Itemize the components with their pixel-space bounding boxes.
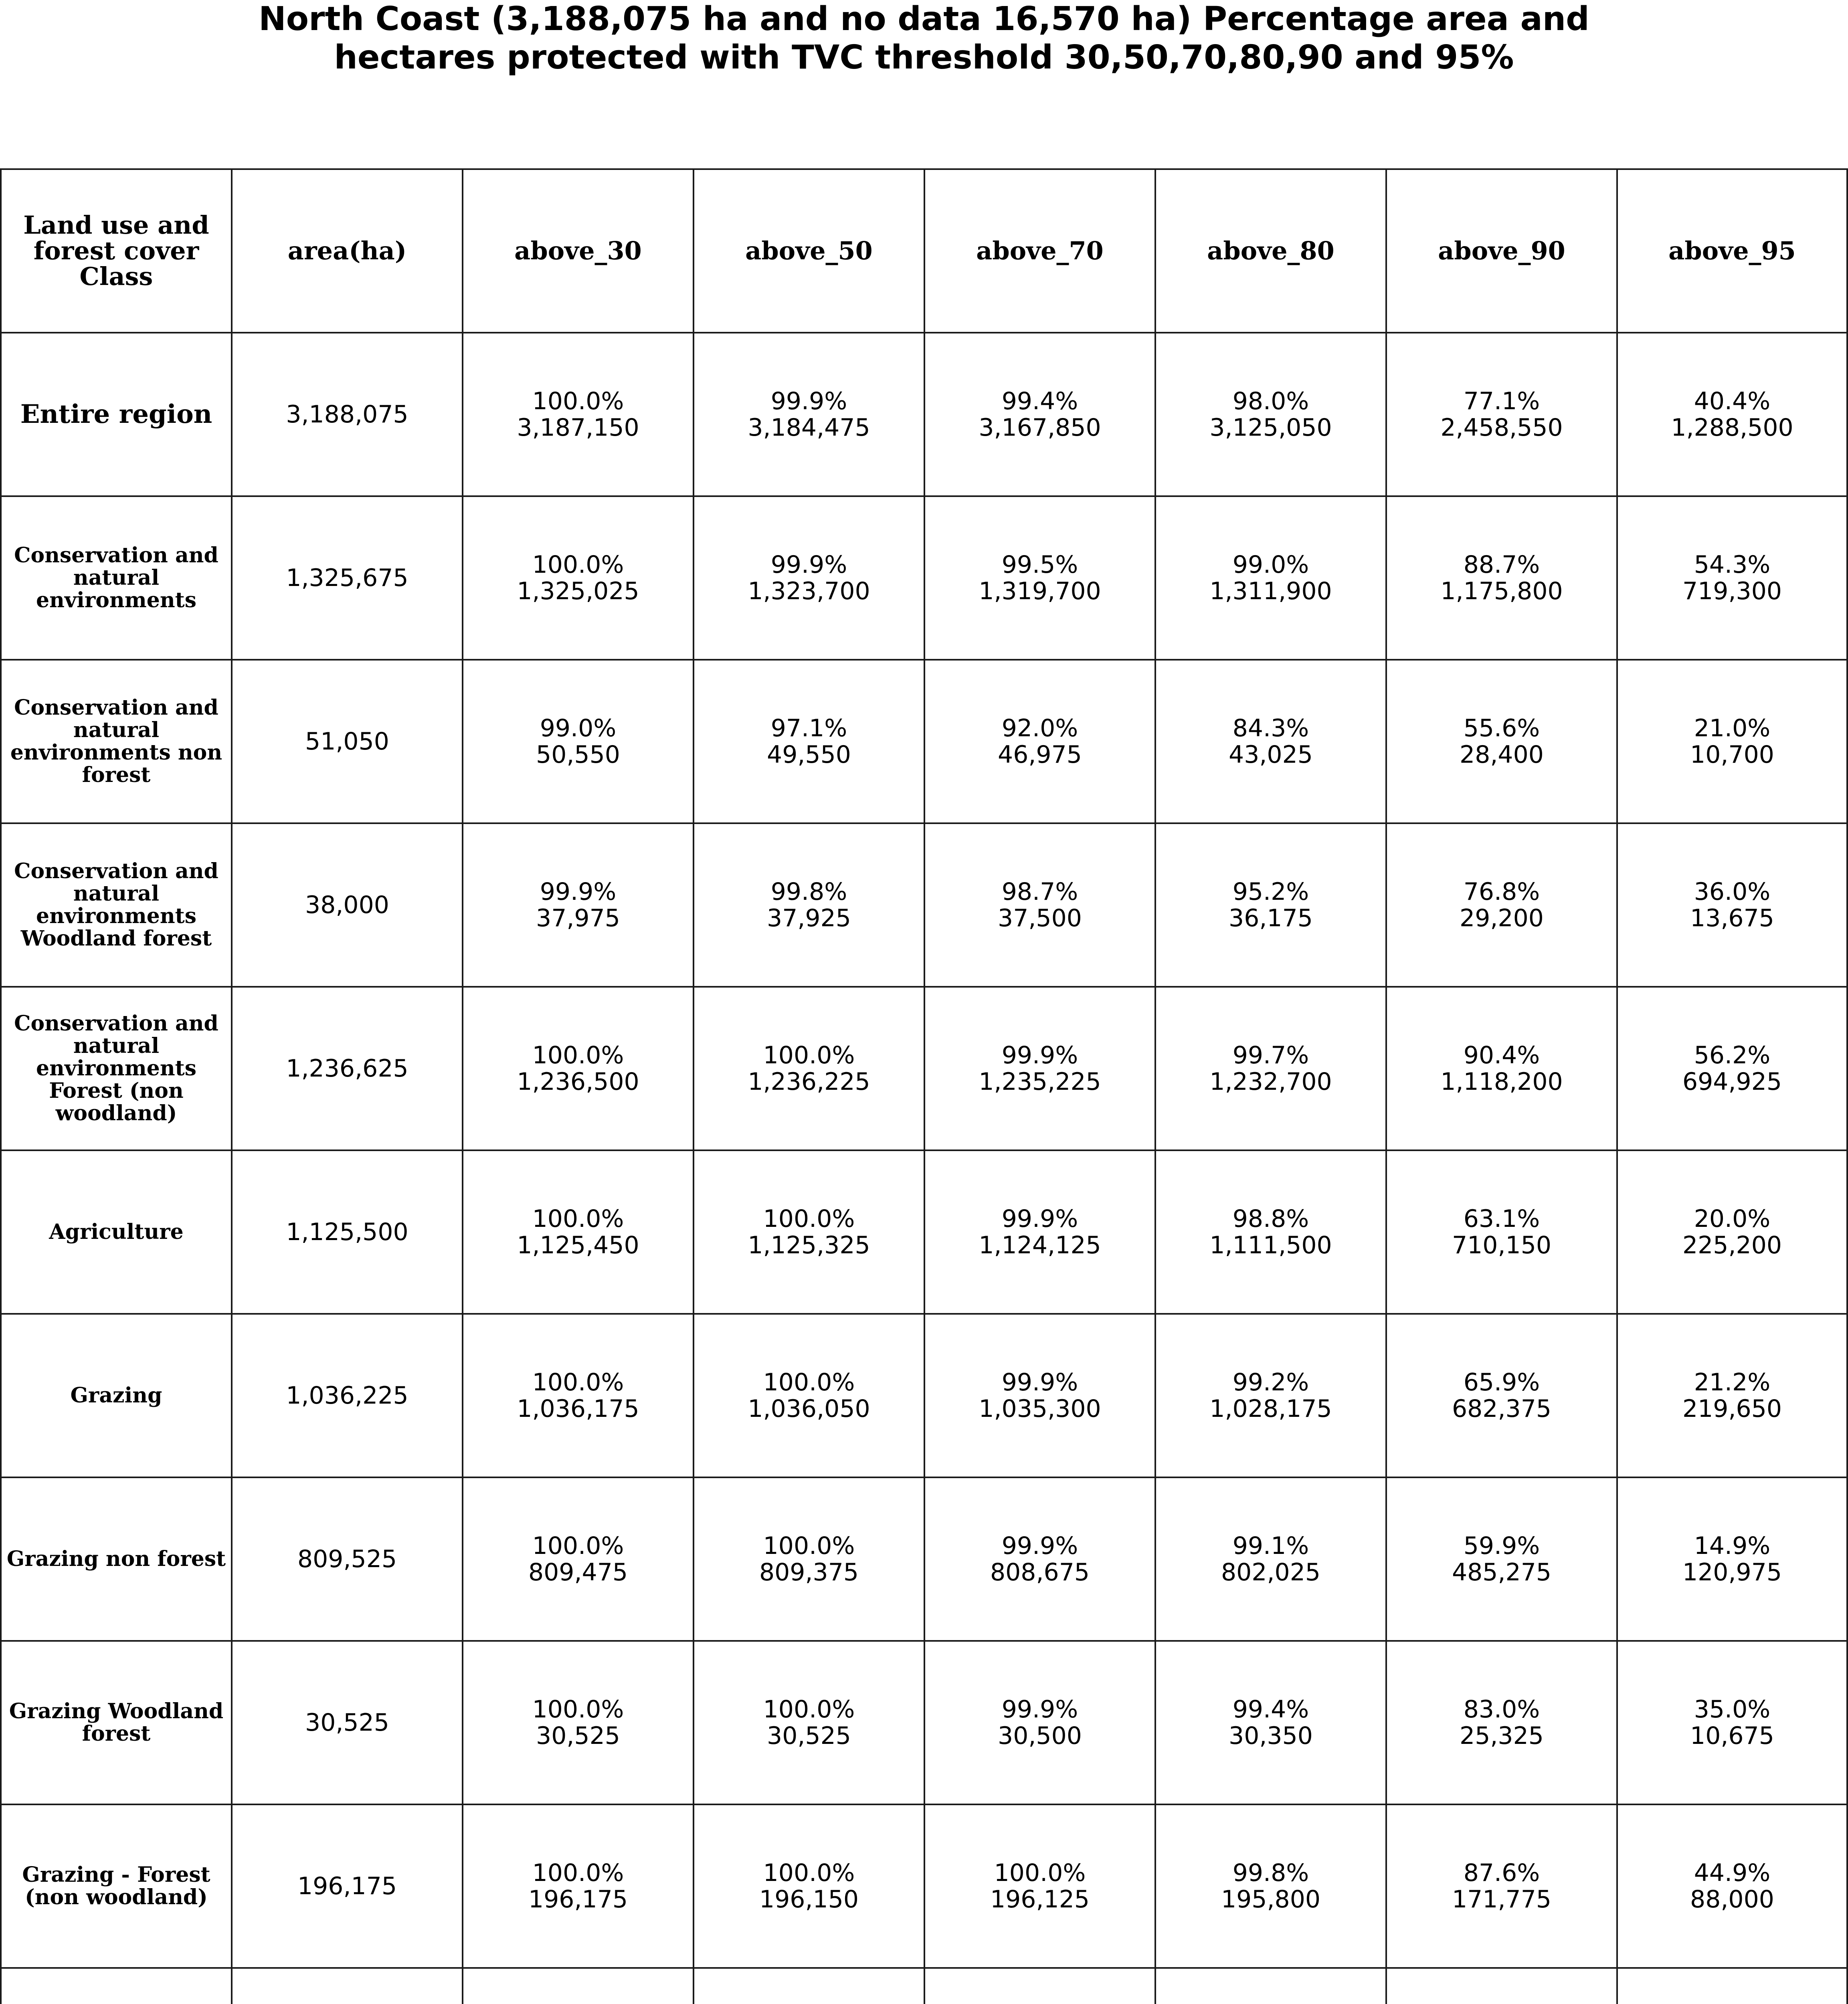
page-title [0,0,1848,77]
threshold-cell [1386,333,1617,496]
table-row [1,1968,1847,2004]
row-label [1,1968,232,2004]
hectares-value: 30,500 [998,1722,1082,1750]
threshold-cell [463,496,694,660]
threshold-cell [924,1641,1155,1804]
threshold-cell [694,496,924,660]
hectares-value: 25,325 [1460,1722,1544,1750]
percent-value: 100.0% [763,1205,855,1233]
threshold-cell [1155,333,1386,496]
table-row [1,333,1847,496]
percent-value: 99.5% [1001,551,1078,579]
percent-value: 99.1% [1232,1532,1309,1560]
threshold-cell [1386,1804,1617,1968]
threshold-cell [1155,496,1386,660]
percent-value: 99.0% [1232,551,1309,579]
threshold-cell [694,823,924,987]
percent-value: 100.0% [763,1859,855,1887]
column-header-above-90: above_90 [1386,169,1617,333]
threshold-cell [694,987,924,1150]
percent-value: 83.0% [1463,1695,1540,1723]
threshold-cell [1617,1477,1847,1641]
hectares-value: 46,975 [998,741,1082,769]
percent-value: 98.8% [1232,1205,1309,1233]
area-cell [232,1968,463,2004]
percent-value: 95.2% [1232,878,1309,906]
hectares-value: 10,700 [1690,741,1774,769]
percent-value: 14.9% [1694,1532,1771,1560]
threshold-cell [1386,987,1617,1150]
hectares-value: 1,111,500 [1209,1231,1332,1259]
percent-value: 100.0% [532,551,624,579]
threshold-cell [694,1477,924,1641]
hectares-value: 1,235,225 [979,1068,1101,1096]
threshold-cell [463,1150,694,1314]
area-cell: 1,036,225 [232,1314,463,1477]
percent-value: 88.7% [1463,551,1540,579]
percent-value: 99.4% [1232,1695,1309,1723]
hectares-value: 29,200 [1460,904,1544,932]
hectares-value: 1,175,800 [1440,577,1563,605]
area-cell: 1,125,500 [232,1150,463,1314]
percent-value: 21.0% [1694,714,1771,742]
percent-value: 99.9% [1001,1205,1078,1233]
threshold-cell [694,1968,924,2004]
threshold-cell [1386,1314,1617,1477]
row-label: Conservation and natural environments Woodland forest [1,823,232,987]
threshold-cell [1155,1641,1386,1804]
column-header-above-30: above_30 [463,169,694,333]
table-row [1,1314,1847,1477]
threshold-cell [1617,1150,1847,1314]
percent-value: 54.3% [1694,551,1771,579]
percent-value: 99.9% [770,551,847,579]
threshold-cell [463,1641,694,1804]
threshold-cell [1386,823,1617,987]
threshold-cell [1617,1968,1847,2004]
hectares-value: 13,675 [1690,904,1774,932]
area-cell: 196,175 [232,1804,463,1968]
hectares-value: 3,187,150 [517,414,639,442]
hectares-value: 1,125,325 [748,1231,870,1259]
area-cell: 1,325,675 [232,496,463,660]
hectares-value: 485,275 [1452,1558,1552,1586]
percent-value: 99.9% [1001,1368,1078,1396]
hectares-value: 1,288,500 [1671,414,1793,442]
hectares-value: 28,400 [1460,741,1544,769]
threshold-cell [1386,1477,1617,1641]
hectares-value: 120,975 [1682,1558,1782,1586]
title-line-1: North Coast (3,188,075 ha and no data 16,570 ha) Percentage area and [259,0,1589,38]
hectares-value: 30,525 [536,1722,620,1750]
hectares-value: 710,150 [1452,1231,1552,1259]
column-header-above-70: above_70 [924,169,1155,333]
percent-value: 99.9% [1001,1041,1078,1069]
threshold-cell [1386,660,1617,823]
percent-value: 77.1% [1463,387,1540,415]
threshold-cell [694,1641,924,1804]
threshold-cell [924,1150,1155,1314]
hectares-value: 196,150 [759,1885,859,1913]
percent-value: 63.1% [1463,1205,1540,1233]
hectares-value: 196,125 [990,1885,1090,1913]
title-line-2: hectares protected with TVC threshold 30,50,70,80,90 and 95% [334,38,1514,77]
percent-value: 100.0% [532,1041,624,1069]
percent-value: 100.0% [532,1205,624,1233]
threshold-cell [924,1314,1155,1477]
threshold-cell [1155,1477,1386,1641]
threshold-cell [1617,823,1847,987]
area-cell: 30,525 [232,1641,463,1804]
row-label: Grazing [1,1314,232,1477]
threshold-cell [924,823,1155,987]
threshold-cell [924,333,1155,496]
percent-value: 97.1% [770,714,847,742]
percent-value: 44.9% [1694,1859,1771,1887]
percent-value: 92.0% [1001,714,1078,742]
percent-value: 100.0% [994,1859,1086,1887]
percent-value: 100.0% [532,387,624,415]
hectares-value: 2,458,550 [1440,414,1563,442]
hectares-value: 1,319,700 [979,577,1101,605]
hectares-value: 196,175 [528,1885,628,1913]
hectares-value: 719,300 [1682,577,1782,605]
hectares-value: 1,036,050 [748,1395,870,1423]
threshold-cell [694,1150,924,1314]
hectares-value: 219,650 [1682,1395,1782,1423]
threshold-cell [463,1477,694,1641]
column-header-area: area(ha) [232,169,463,333]
percent-value: 100.0% [763,1532,855,1560]
threshold-cell [924,987,1155,1150]
percent-value: 36.0% [1694,878,1771,906]
area-cell: 1,236,625 [232,987,463,1150]
table-row [1,1477,1847,1641]
percent-value: 76.8% [1463,878,1540,906]
hectares-value: 1,118,200 [1440,1068,1563,1096]
percent-value: 35.0% [1694,1695,1771,1723]
percent-value: 99.7% [1232,1041,1309,1069]
table-row [1,660,1847,823]
hectares-value: 808,675 [990,1558,1090,1586]
threshold-cell [924,1968,1155,2004]
percent-value: 98.0% [1232,387,1309,415]
percent-value: 87.6% [1463,1859,1540,1887]
hectares-value: 3,167,850 [979,414,1101,442]
threshold-cell [1617,987,1847,1150]
threshold-cell [1617,1641,1847,1804]
hectares-value: 802,025 [1221,1558,1321,1586]
hectares-value: 1,236,225 [748,1068,870,1096]
hectares-value: 88,000 [1690,1885,1774,1913]
table-row [1,1804,1847,1968]
threshold-cell [1155,1968,1386,2004]
percent-value: 100.0% [532,1695,624,1723]
percent-value: 99.9% [1001,1695,1078,1723]
percent-value: 40.4% [1694,387,1771,415]
hectares-value: 43,025 [1229,741,1313,769]
percent-value: 21.2% [1694,1368,1771,1396]
hectares-value: 1,323,700 [748,577,870,605]
threshold-cell [1155,1804,1386,1968]
protection-table [0,168,1848,2004]
hectares-value: 694,925 [1682,1068,1782,1096]
hectares-value: 1,311,900 [1209,577,1332,605]
percent-value: 100.0% [532,1859,624,1887]
threshold-cell [463,1804,694,1968]
threshold-cell [1617,496,1847,660]
threshold-cell [1155,1150,1386,1314]
percent-value: 99.9% [1001,1532,1078,1560]
percent-value: 20.0% [1694,1205,1771,1233]
threshold-cell [1617,1804,1847,1968]
hectares-value: 682,375 [1452,1395,1552,1423]
threshold-cell [924,496,1155,660]
row-label: Agriculture [1,1150,232,1314]
threshold-cell [694,1804,924,1968]
row-label: Entire region [1,333,232,496]
table-row [1,1641,1847,1804]
percent-value: 100.0% [532,1368,624,1396]
table-row [1,1150,1847,1314]
hectares-value: 10,675 [1690,1722,1774,1750]
hectares-value: 3,125,050 [1209,414,1332,442]
percent-value: 99.0% [540,714,617,742]
row-label: Grazing - Forest (non woodland) [1,1804,232,1968]
threshold-cell [463,1968,694,2004]
threshold-cell [1617,1314,1847,1477]
area-cell: 38,000 [232,823,463,987]
hectares-value: 1,124,125 [979,1231,1101,1259]
hectares-value: 36,175 [1229,904,1313,932]
threshold-cell [463,660,694,823]
threshold-cell [463,333,694,496]
threshold-cell [1155,660,1386,823]
percent-value: 99.9% [540,878,617,906]
area-cell: 3,188,075 [232,333,463,496]
threshold-cell [1617,660,1847,823]
hectares-value: 37,925 [767,904,851,932]
hectares-value: 50,550 [536,741,620,769]
hectares-value: 3,184,475 [748,414,870,442]
threshold-cell [1155,1314,1386,1477]
row-label: Grazing non forest [1,1477,232,1641]
row-label: Conservation and natural environments Forest (non woodland) [1,987,232,1150]
percent-value: 90.4% [1463,1041,1540,1069]
hectares-value: 30,525 [767,1722,851,1750]
hectares-value: 171,775 [1452,1885,1552,1913]
percent-value: 65.9% [1463,1368,1540,1396]
row-label: Conservation and natural environments non forest [1,660,232,823]
percent-value: 99.8% [770,878,847,906]
hectares-value: 809,375 [759,1558,859,1586]
threshold-cell [1617,333,1847,496]
column-header-above-95: above_95 [1617,169,1847,333]
table-header-row [1,169,1847,333]
column-header-above-50: above_50 [694,169,924,333]
column-header-above-80: above_80 [1155,169,1386,333]
hectares-value: 1,236,500 [517,1068,639,1096]
threshold-cell [694,1314,924,1477]
percent-value: 100.0% [763,1041,855,1069]
threshold-cell [1155,823,1386,987]
hectares-value: 37,500 [998,904,1082,932]
threshold-cell [1155,987,1386,1150]
hectares-value: 30,350 [1229,1722,1313,1750]
area-cell: 51,050 [232,660,463,823]
hectares-value: 195,800 [1221,1885,1321,1913]
table-row [1,987,1847,1150]
percent-value: 99.4% [1001,387,1078,415]
percent-value: 56.2% [1694,1041,1771,1069]
percent-value: 100.0% [532,1532,624,1560]
hectares-value: 1,036,175 [517,1395,639,1423]
percent-value: 100.0% [763,1368,855,1396]
hectares-value: 49,550 [767,741,851,769]
threshold-cell [1386,1641,1617,1804]
threshold-cell [694,660,924,823]
percent-value: 55.6% [1463,714,1540,742]
threshold-cell [463,1314,694,1477]
hectares-value: 1,125,450 [517,1231,639,1259]
threshold-cell [1386,1968,1617,2004]
percent-value: 99.2% [1232,1368,1309,1396]
threshold-cell [924,1477,1155,1641]
threshold-cell [924,1804,1155,1968]
table-row [1,823,1847,987]
hectares-value: 1,232,700 [1209,1068,1332,1096]
percent-value: 84.3% [1232,714,1309,742]
table-row [1,496,1847,660]
percent-value: 99.8% [1232,1859,1309,1887]
hectares-value: 1,035,300 [979,1395,1101,1423]
column-header-class: Land use and forest cover Class [1,169,232,333]
threshold-cell [924,660,1155,823]
hectares-value: 809,475 [528,1558,628,1586]
row-label: Conservation and natural environments [1,496,232,660]
row-label: Grazing Woodland forest [1,1641,232,1804]
area-cell: 809,525 [232,1477,463,1641]
percent-value: 100.0% [763,1695,855,1723]
percent-value: 99.9% [770,387,847,415]
percent-value: 98.7% [1001,878,1078,906]
threshold-cell [1386,1150,1617,1314]
threshold-cell [463,823,694,987]
threshold-cell [694,333,924,496]
threshold-cell [463,987,694,1150]
hectares-value: 1,028,175 [1209,1395,1332,1423]
hectares-value: 37,975 [536,904,620,932]
threshold-cell [1386,496,1617,660]
percent-value: 59.9% [1463,1532,1540,1560]
hectares-value: 1,325,025 [517,577,639,605]
hectares-value: 225,200 [1682,1231,1782,1259]
